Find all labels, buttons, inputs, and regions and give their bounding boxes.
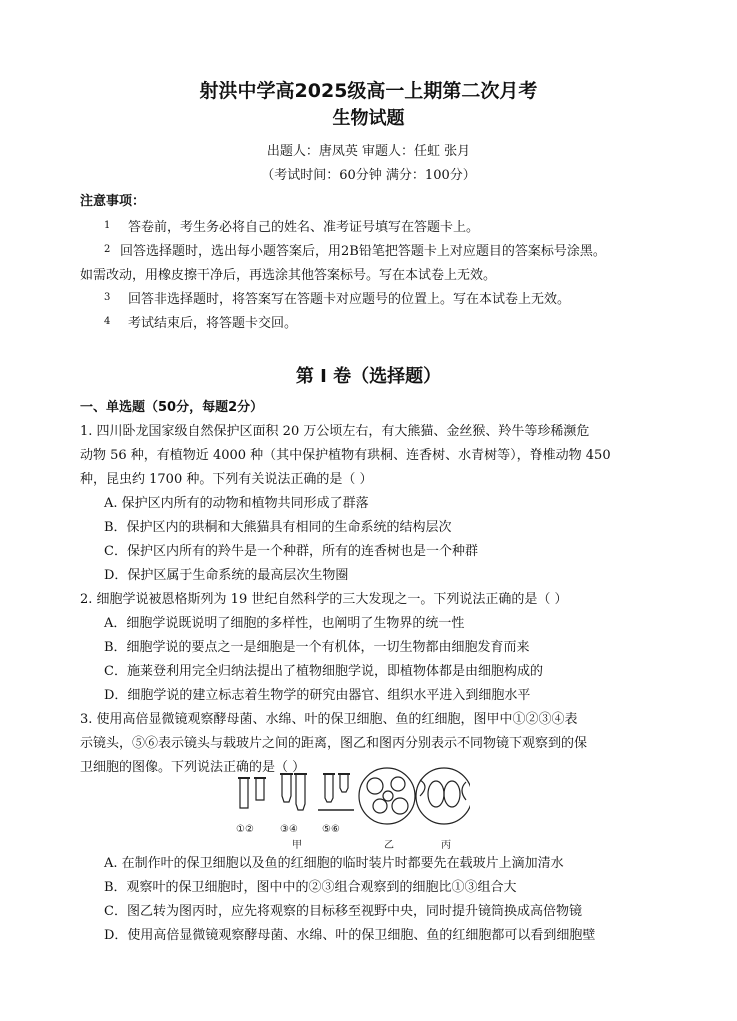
answer-option: B．细胞学说的要点之一是细胞是一个有机体，一切生物都由细胞发育而来 xyxy=(104,640,530,655)
notice-item: 考试结束后，将答题卡交回。 xyxy=(128,316,298,331)
question-stem: 动物 56 种，有植物近 4000 种（其中保护植物有珙桐、连香树、水青树等），脊椎动物 450 xyxy=(80,448,611,463)
notice-num: 3 xyxy=(104,292,111,303)
section-heading: 一、单选题（50分，每题2分） xyxy=(80,400,264,415)
figure-label: 丙 xyxy=(441,840,451,851)
question-stem: 2. 细胞学说被恩格斯列为 19 世纪自然科学的三大发现之一。下列说法正确的是（ ） xyxy=(80,592,568,607)
exam-info-line: （考试时间：60分钟 满分：100分） xyxy=(261,168,476,183)
notice-num: 1 xyxy=(104,220,111,231)
answer-option: A. 保护区内所有的动物和植物共同形成了群落 xyxy=(104,496,369,511)
part-title: 第 I 卷（选择题） xyxy=(295,366,442,387)
exam-subtitle: 生物试题 xyxy=(332,108,405,129)
figure-label: ①② xyxy=(236,824,254,835)
authors-line: 出题人：唐凤英 审题人：任虹 张月 xyxy=(266,144,471,159)
notice-item: 答卷前，考生务必将自己的姓名、准考证号填写在答题卡上。 xyxy=(128,220,480,235)
answer-option: D．细胞学说的建立标志着生物学的研究由器官、组织水平进入到细胞水平 xyxy=(104,688,531,703)
figure-label: 乙 xyxy=(384,840,394,851)
notice-item: 如需改动，用橡皮擦干净后，再选涂其他答案标号。写在本试卷上无效。 xyxy=(80,268,497,283)
question-stem: 种，昆虫约 1700 种。下列有关说法正确的是（ ） xyxy=(80,472,373,487)
microscope-figure xyxy=(230,766,470,856)
figure-label: ⑤⑥ xyxy=(322,824,340,835)
answer-option: B．保护区内的珙桐和大熊猫具有相同的生命系统的结构层次 xyxy=(104,520,452,535)
answer-option: D．使用高倍显微镜观察酵母菌、水绵、叶的保卫细胞、鱼的红细胞都可以看到细胞壁 xyxy=(104,928,596,943)
lens-distance xyxy=(318,774,354,810)
eyepiece-lenses xyxy=(238,778,266,808)
notice-item: 回答选择题时，选出每小题答案后，用2B铅笔把答题卡上对应题目的答案标号涂黑。 xyxy=(120,244,606,259)
question-stem: 3. 使用高倍显微镜观察酵母菌、水绵、叶的保卫细胞、鱼的红细胞，图甲中①②③④表 xyxy=(80,712,578,727)
notice-item: 回答非选择题时，将答案写在答题卡对应题号的位置上。写在本试卷上无效。 xyxy=(128,292,571,307)
field-of-view-yi xyxy=(359,768,415,824)
figure-label: 甲 xyxy=(292,840,302,851)
notice-heading: 注意事项： xyxy=(80,194,146,209)
question-stem: 示镜头，⑤⑥表示镜头与载玻片之间的距离，图乙和图丙分别表示不同物镜下观察到的保 xyxy=(80,736,588,751)
answer-option: A．细胞学说既说明了细胞的多样性，也阐明了生物界的统一性 xyxy=(104,616,465,631)
answer-option: C．施莱登利用完全归纳法提出了植物细胞学说，即植物体都是由细胞构成的 xyxy=(104,664,543,679)
notice-num: 4 xyxy=(104,316,111,327)
answer-option: C．保护区内所有的羚牛是一个种群，所有的连香树也是一个种群 xyxy=(104,544,478,559)
question-stem: 卫细胞的图像。下列说法正确的是（ ） xyxy=(80,760,306,775)
exam-title: 射洪中学高2025级高一上期第二次月考 xyxy=(199,80,538,102)
question-stem: 1. 四川卧龙国家级自然保护区面积 20 万公顷左右，有大熊猫、金丝猴、羚牛等珍稀濒危 xyxy=(80,424,590,439)
answer-option: D．保护区属于生命系统的最高层次生物圈 xyxy=(104,568,349,583)
answer-option: C．图乙转为图丙时，应先将观察的目标移至视野中央，同时提升镜筒换成高倍物镜 xyxy=(104,904,582,919)
notice-num: 2 xyxy=(104,244,111,255)
answer-option: B．观察叶的保卫细胞时，图中中的②③组合观察到的细胞比①③组合大 xyxy=(104,880,517,895)
objective-lenses xyxy=(280,774,307,810)
field-of-view-bing xyxy=(416,768,470,824)
figure-label: ③④ xyxy=(280,824,298,835)
answer-option: A. 在制作叶的保卫细胞以及鱼的红细胞的临时装片时都要先在载玻片上滴加清水 xyxy=(104,856,564,871)
